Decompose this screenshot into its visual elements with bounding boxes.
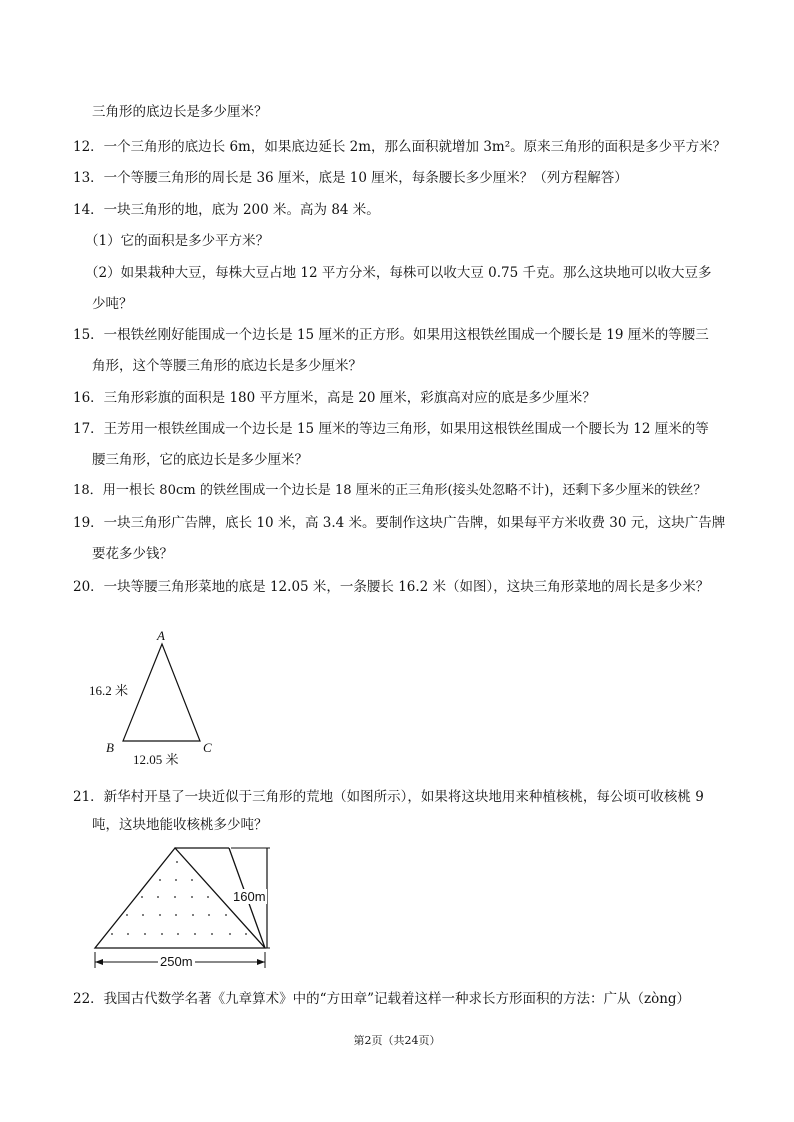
question-21-cont: 吨，这块地能收核桃多少吨？ <box>92 817 268 833</box>
question-14-part-2-cont: 少吨？ <box>92 296 133 312</box>
question-14-part-1: （1）它的面积是多少平方米？ <box>85 233 270 249</box>
field-base-label: 250m <box>160 954 193 969</box>
vertex-a-label: A <box>157 628 165 643</box>
question-17-cont: 腰三角形，它的底边长是多少厘米？ <box>92 452 308 468</box>
vertex-c-label: C <box>203 740 212 755</box>
page-footer: 第2页（共24页） <box>353 1034 441 1047</box>
question-13: 13．一个等腰三角形的周长是 36 厘米，底是 10 厘米，每条腰长多少厘米？（列方程解答） <box>73 170 628 186</box>
question-19: 19．一块三角形广告牌，底长 10 米，高 3.4 米。要制作这块广告牌，如果每平方米收费 30 元，这块广告牌 <box>73 515 726 531</box>
question-20: 20．一块等腰三角形菜地的底是 12.05 米，一条腰长 16.2 米（如图），这块三角形菜地的周长是多少米？ <box>73 579 710 595</box>
base-arrow-left <box>95 959 103 965</box>
question-15-cont: 角形，这个等腰三角形的底边长是多少厘米？ <box>92 358 362 374</box>
side-length-label: 16.2 米 <box>89 683 129 698</box>
question-17: 17．王芳用一根铁丝围成一个边长是 15 厘米的等边三角形，如果用这根铁丝围成一个腰长为 12 厘米的等 <box>73 421 709 437</box>
question-16: 16．三角形彩旗的面积是 180 平方厘米，高是 20 厘米，彩旗高对应的底是多少厘米？ <box>73 390 596 406</box>
text-line-continuation: 三角形的底边长是多少厘米？ <box>92 104 268 120</box>
question-14: 14．一块三角形的地，底为 200 米。高为 84 米。 <box>73 202 380 218</box>
question-18: 18．用一根长 80cm 的铁丝围成一个边长是 18 厘米的正三角形(接头处忽略不计)，还剩下多少厘米的铁丝？ <box>73 483 707 498</box>
question-15: 15．一根铁丝刚好能围成一个边长是 15 厘米的正方形。如果用这根铁丝围成一个腰长是 19 厘米的等腰三 <box>73 327 709 343</box>
vertex-b-label: B <box>106 740 114 755</box>
question-12: 12．一个三角形的底边长 6m，如果底边延长 2m，那么面积就增加 3m²。原来三角形的面积是多少平方米？ <box>73 139 727 155</box>
question-21: 21．新华村开垦了一块近似于三角形的荒地（如图所示），如果将这块地用来种植核桃，每公顷可收核桃 9 <box>73 789 704 805</box>
field-height-label: 160m <box>233 889 266 904</box>
question-22: 22．我国古代数学名著《九章算术》中的“方田章”记载着这样一种求长方形面积的方法：广从（zòng） <box>73 991 691 1007</box>
base-length-label: 12.05 米 <box>133 752 179 767</box>
question-14-part-2: （2）如果栽种大豆，每株大豆占地 12 平方分米，每株可以收大豆 0.75 千克。那么这块地可以收大豆多 <box>85 265 712 281</box>
base-arrow-right <box>257 959 265 965</box>
field-dots <box>111 861 247 935</box>
question-19-cont: 要花多少钱？ <box>92 546 173 562</box>
